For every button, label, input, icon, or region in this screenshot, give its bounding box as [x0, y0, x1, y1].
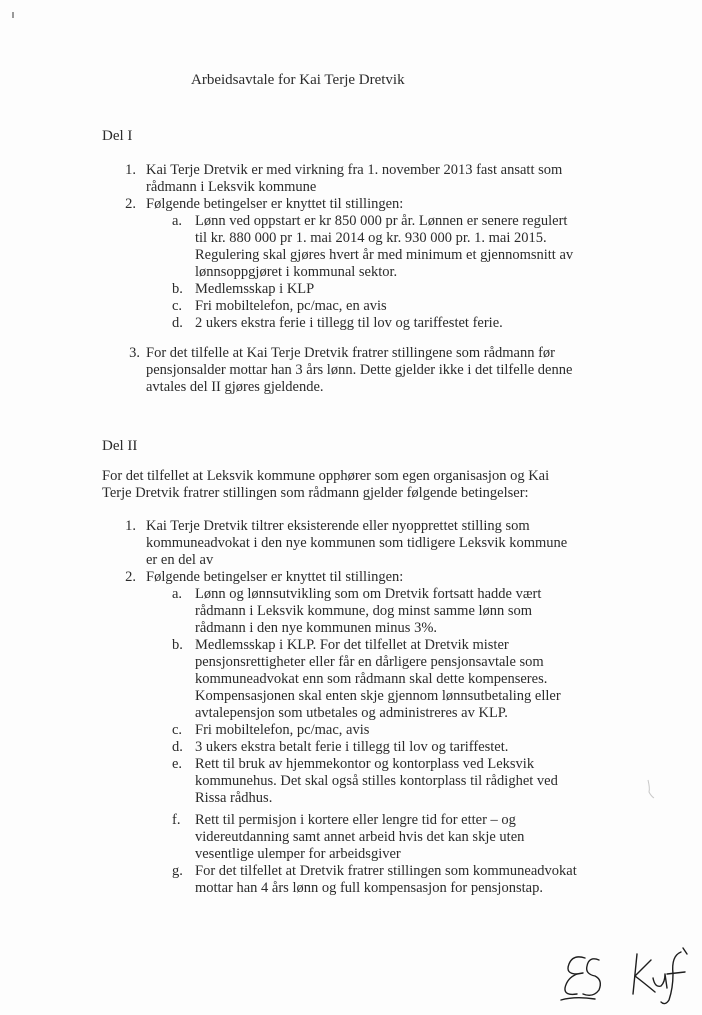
signature-initials-1: [561, 957, 600, 1000]
part2-subitem-e-line-3: Rissa rådhus.: [195, 790, 273, 806]
part2-subitem-b-line-1: Medlemsskap i KLP. For det tilfellet at Dretvik mister: [195, 637, 509, 653]
part2-subitem-a-letter: a.: [172, 586, 183, 602]
part2-subitem-d-line-1: 3 ukers ekstra betalt ferie i tillegg til lov og tariffestet.: [195, 739, 509, 755]
part2-subitem-f-letter: f.: [172, 812, 181, 828]
part2-subitem-b-line-4: Kompensasjonen skal enten skje gjennom lønnsutbetaling eller: [195, 688, 561, 704]
part1-heading: Del I: [102, 128, 133, 144]
part1-subitem-b-letter: b.: [172, 281, 183, 297]
part1-subitem-a-line-4: lønnsoppgjøret i kommunal sektor.: [195, 264, 398, 280]
part2-subitem-b-line-5: avtalepensjon som utbetales og administreres av KLP.: [195, 705, 508, 721]
document-title: Arbeidsavtale for Kai Terje Dretvik: [191, 72, 405, 88]
part2-subitem-g-line-2: mottar han 4 års lønn og full kompensasjon for pensjonstap.: [195, 880, 543, 896]
part1-item-3-number: 3.: [129, 345, 140, 361]
part2-subitem-a-line-2: rådmann i Leksvik kommune, dog minst samme lønn som: [195, 603, 533, 619]
part1-subitem-c-line-1: Fri mobiltelefon, pc/mac, en avis: [195, 298, 387, 314]
part2-item-1-line-1: Kai Terje Dretvik tiltrer eksisterende eller nyopprettet stilling som: [146, 518, 530, 534]
part2-subitem-b-line-2: pensjonsrettigheter eller får en dårligere pensjonsavtale som: [195, 654, 544, 670]
part1-subitem-a-letter: a.: [172, 213, 183, 229]
part1-item-3-line-3: avtales del II gjøres gjeldende.: [146, 379, 324, 395]
part2-item-2-line-1: Følgende betingelser er knyttet til stillingen:: [146, 569, 404, 585]
margin-mark: [646, 778, 656, 800]
part2-subitem-c-line-1: Fri mobiltelefon, pc/mac, avis: [195, 722, 370, 738]
part2-subitem-a-line-1: Lønn og lønnsutvikling som om Dretvik fortsatt hadde vært: [195, 586, 542, 602]
part1-subitem-a-line-2: til kr. 880 000 pr 1. mai 2014 og kr. 930 000 pr. 1. mai 2015.: [195, 230, 547, 246]
part1-subitem-d-line-1: 2 ukers ekstra ferie i tillegg til lov og tariffestet ferie.: [195, 315, 503, 331]
scan-speck: [12, 12, 14, 18]
part1-subitem-a-line-1: Lønn ved oppstart er kr 850 000 pr år. Lønnen er senere regulert: [195, 213, 568, 229]
part1-item-3-line-2: pensjonsalder mottar han 3 års lønn. Dette gjelder ikke i det tilfelle denne: [146, 362, 573, 378]
part2-subitem-c-letter: c.: [172, 722, 183, 738]
part1-item-2-line-1: Følgende betingelser er knyttet til stillingen:: [146, 196, 404, 212]
part2-subitem-b-letter: b.: [172, 637, 183, 653]
part2-item-1-line-3: er en del av: [146, 552, 214, 568]
part1-item-1-number: 1.: [125, 162, 136, 178]
part2-subitem-g-line-1: For det tilfellet at Dretvik fratrer stillingen som kommuneadvokat: [195, 863, 577, 879]
part2-subitem-b-line-3: kommuneadvokat enn som rådmann skal dette kompenseres.: [195, 671, 548, 687]
part1-subitem-a-line-3: Regulering skal gjøres hvert år med minimum et gjennomsnitt av: [195, 247, 574, 263]
part2-subitem-e-line-1: Rett til bruk av hjemmekontor og kontorplass ved Leksvik: [195, 756, 535, 772]
part2-subitem-f-line-3: vesentlige ulemper for arbeidsgiver: [195, 846, 401, 862]
part2-subitem-e-letter: e.: [172, 756, 183, 772]
part1-subitem-d-letter: d.: [172, 315, 183, 331]
part2-item-2-number: 2.: [125, 569, 136, 585]
part1-subitem-c-letter: c.: [172, 298, 183, 314]
part2-subitem-e-line-2: kommunehus. Det skal også stilles kontorplass til rådighet ved: [195, 773, 558, 789]
part1-item-1-line-2: rådmann i Leksvik kommune: [146, 179, 317, 195]
part2-item-1-line-2: kommuneadvokat i den nye kommunen som tidligere Leksvik kommune: [146, 535, 568, 551]
part2-item-1-number: 1.: [125, 518, 136, 534]
signature-initials: [555, 944, 695, 1010]
part2-subitem-g-letter: g.: [172, 863, 183, 879]
part2-subitem-f-line-1: Rett til permisjon i kortere eller lengre tid for etter – og: [195, 812, 516, 828]
part2-subitem-a-line-3: rådmann i den nye kommunen minus 3%.: [195, 620, 438, 636]
part1-item-2-number: 2.: [125, 196, 136, 212]
part2-subitem-f-line-2: videreutdanning samt annet arbeid hvis det kan skje uten: [195, 829, 525, 845]
part2-heading: Del II: [102, 438, 138, 454]
part1-item-1-line-1: Kai Terje Dretvik er med virkning fra 1. november 2013 fast ansatt som: [146, 162, 563, 178]
part2-subitem-d-letter: d.: [172, 739, 183, 755]
part2-intro-line-1: For det tilfellet at Leksvik kommune opphører som egen organisasjon og Kai: [102, 468, 550, 484]
part1-subitem-b-line-1: Medlemsskap i KLP: [195, 281, 315, 297]
signature-initials-2: [633, 948, 687, 1004]
part1-item-3-line-1: For det tilfelle at Kai Terje Dretvik fratrer stillingene som rådmann før: [146, 345, 556, 361]
part2-intro-line-2: Terje Dretvik fratrer stillingen som rådmann gjelder følgende betingelser:: [102, 485, 529, 501]
